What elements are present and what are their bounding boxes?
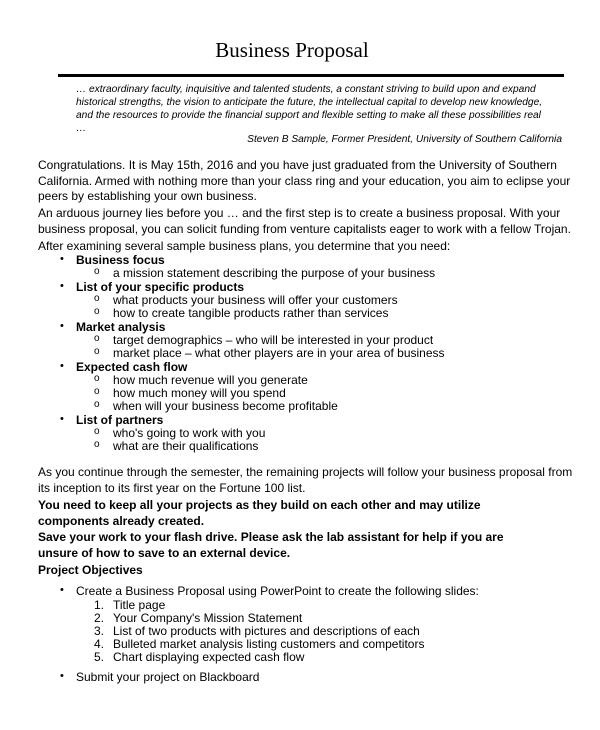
intro-paragraph-2 [38,206,571,237]
bullet-icon: • [60,280,64,292]
list-item-label: Submit your project on Blackboard [76,670,260,684]
quote-attribution: Steven B Sample, Former President, University of Southern California [247,134,562,145]
text-line: After examining several sample business plans, you determine that you need: [38,239,451,253]
heading-text: Project Objectives [38,563,143,577]
text-line: Save your work to your flash drive. Please ask the lab assistant for help if you are [38,530,504,544]
text-line: An arduous journey lies before you … and the first step is to create a business proposal. With your [38,206,561,220]
quote-line: and the resources to provide the financial support and flexible setting to make all these possibilities real [76,110,541,121]
slide-text: Your Company's Mission Statement [113,611,303,625]
circle-bullet-icon: o [94,386,100,397]
list-item-label: Expected cash flow [76,360,188,374]
document-title [0,38,600,63]
bullet-icon: • [60,413,64,425]
list-item-label: List of partners [76,413,164,427]
text-line: unsure of how to save to an external device. [38,545,291,560]
sub-item-text: who's going to work with you [113,426,266,440]
list-item-label: Business focus [76,253,165,267]
sub-item-text: target demographics – who will be interested in your product [113,333,434,347]
circle-bullet-icon: o [94,426,100,437]
keep-projects-note [38,498,568,529]
slide-number: 2. [94,611,105,625]
sub-item-text: how much revenue will you generate [113,373,308,387]
slide-number: 4. [94,637,105,651]
sub-item-text: how much money will you spend [113,386,286,400]
list-item-label: Market analysis [76,320,166,334]
text-line: As you continue through the semester, the remaining projects will follow your business proposal from [38,465,573,479]
intro-paragraph-1 [38,158,571,205]
sub-item-text: market place – what other players are in your area of business [113,346,445,360]
list-item-label: List of your specific products [76,280,245,294]
slide-text: Chart displaying expected cash flow [113,650,305,664]
bullet-icon: • [60,320,64,332]
text-line: business proposal, you can solicit funding from venture capitalists eager to work with a fellow Trojan. [38,221,571,236]
text-line: California. Armed with nothing more than your class ring and your education, you aim to eclipse your [38,173,571,188]
sub-item-text: how to create tangible products rather than services [113,306,389,320]
sub-item-text: what are their qualifications [113,439,259,453]
quote-line: … [76,123,87,134]
slide-number: 3. [94,624,105,638]
continue-paragraph [38,465,573,496]
quote-line: historical strengths, the vision to anticipate the future, the intellectual capital to develop new knowledge, [76,97,543,108]
sub-item-text: when will your business become profitable [113,399,338,413]
sub-item-text: a mission statement describing the purpose of your business [113,266,436,280]
circle-bullet-icon: o [94,399,100,410]
circle-bullet-icon: o [94,293,100,304]
list-item-label: Create a Business Proposal using PowerPoint to create the following slides: [76,584,479,598]
circle-bullet-icon: o [94,333,100,344]
bullet-icon: • [60,253,64,265]
circle-bullet-icon: o [94,373,100,384]
slide-text: Bulleted market analysis listing customers and competitors [113,637,425,651]
bullet-icon: • [60,360,64,372]
save-work-note [38,530,568,561]
text-line: components already created. [38,513,205,528]
circle-bullet-icon: o [94,266,100,277]
epigraph-quote [76,83,566,135]
slide-number: 5. [94,650,105,664]
bullet-icon: • [60,670,64,682]
slide-text: Title page [113,598,166,612]
slide-number: 1. [94,598,105,612]
slide-text: List of two products with pictures and descriptions of each [113,624,420,638]
text-line: peers by establishing your own business. [38,189,257,203]
text-line: You need to keep all your projects as they build on each other and may utilize [38,498,481,512]
circle-bullet-icon: o [94,306,100,317]
text-line: Congratulations. It is May 15th, 2016 and you have just graduated from the University of Southern [38,158,557,172]
sub-item-text: what products your business will offer your customers [113,293,398,307]
title-text: Business Proposal [215,38,369,62]
objectives-heading [38,563,568,579]
circle-bullet-icon: o [94,439,100,450]
quote-line: … extraordinary faculty, inquisitive and talented students, a constant striving to build upon and expand [76,84,536,95]
bullet-icon: • [60,584,64,596]
text-line: its inception to its first year on the Fortune 100 list. [38,480,306,495]
circle-bullet-icon: o [94,346,100,357]
title-rule [58,74,564,77]
